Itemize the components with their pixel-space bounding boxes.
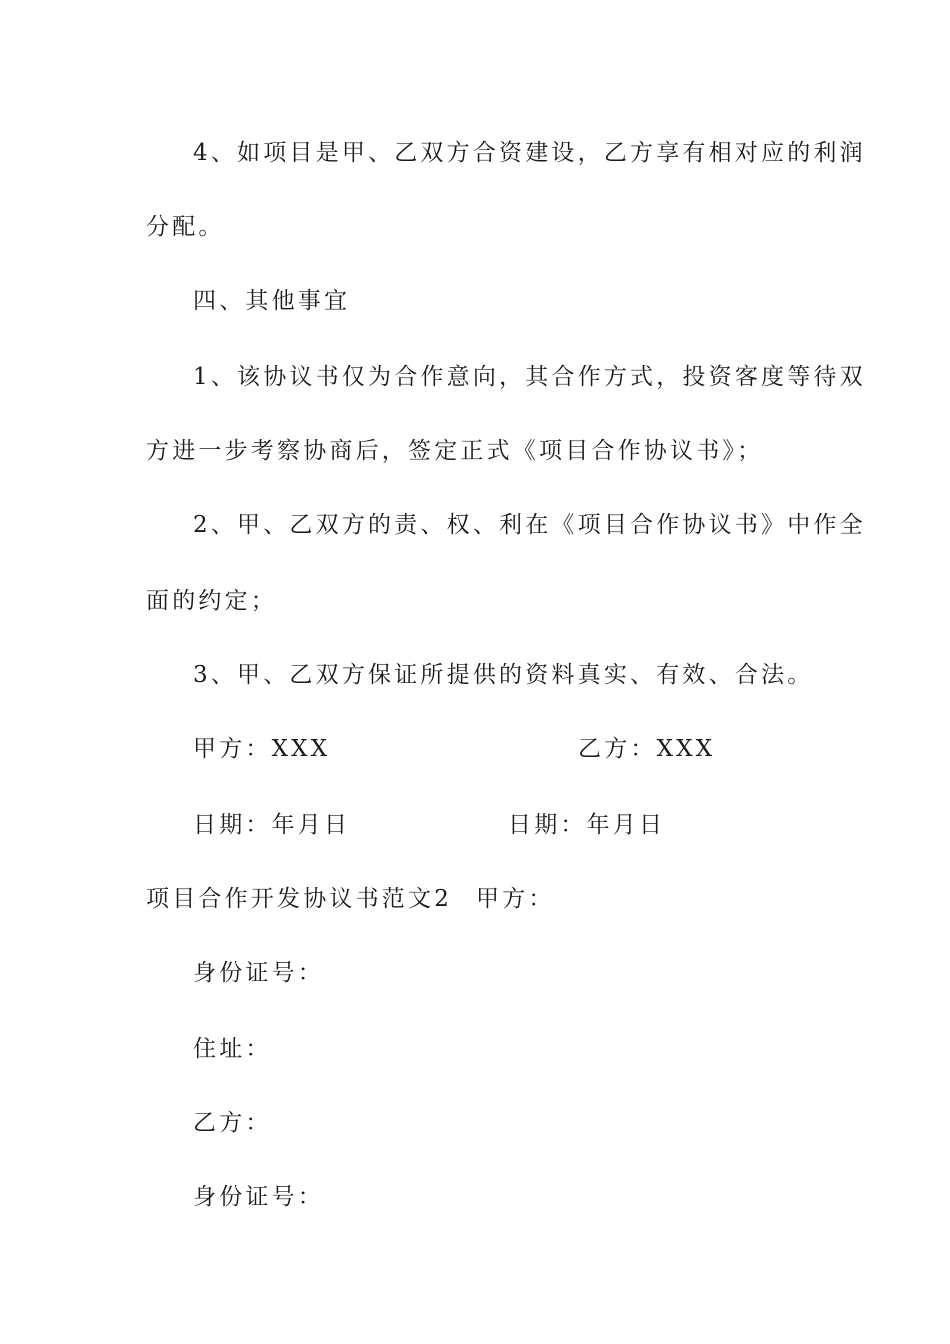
clause-1-continued: 方进一步考察协商后，签定正式《项目合作协议书》； <box>146 438 764 464</box>
paragraph-profit-sharing-continued: 分配。 <box>146 214 225 240</box>
party-a-signature: 甲方：XXX <box>193 736 331 762</box>
paragraph-profit-sharing: 4、如项目是甲、乙双方合资建设，乙方享有相对应的利润 <box>193 140 866 166</box>
party-a-address-label: 住址： <box>193 1036 272 1062</box>
party-b-signature: 乙方：XXX <box>578 736 716 762</box>
section-2-title: 项目合作开发协议书范文2 <box>146 886 453 912</box>
clause-2: 2、甲、乙双方的责、权、利在《项目合作协议书》中作全 <box>193 512 866 538</box>
party-b-id-label: 身份证号： <box>193 1184 324 1210</box>
party-a-id-label: 身份证号： <box>193 960 324 986</box>
clause-1: 1、该协议书仅为合作意向，其合作方式，投资客度等待双 <box>193 364 866 390</box>
party-b-label: 乙方： <box>193 1110 272 1136</box>
clause-3: 3、甲、乙双方保证所提供的资料真实、有效、合法。 <box>193 662 814 688</box>
party-a-date: 日期：年月日 <box>193 812 351 838</box>
section-heading-other-matters: 四、其他事宜 <box>193 288 351 314</box>
clause-2-continued: 面的约定； <box>146 588 277 614</box>
section-2-party-a-label: 甲方： <box>476 886 555 912</box>
party-b-date: 日期：年月日 <box>508 812 666 838</box>
